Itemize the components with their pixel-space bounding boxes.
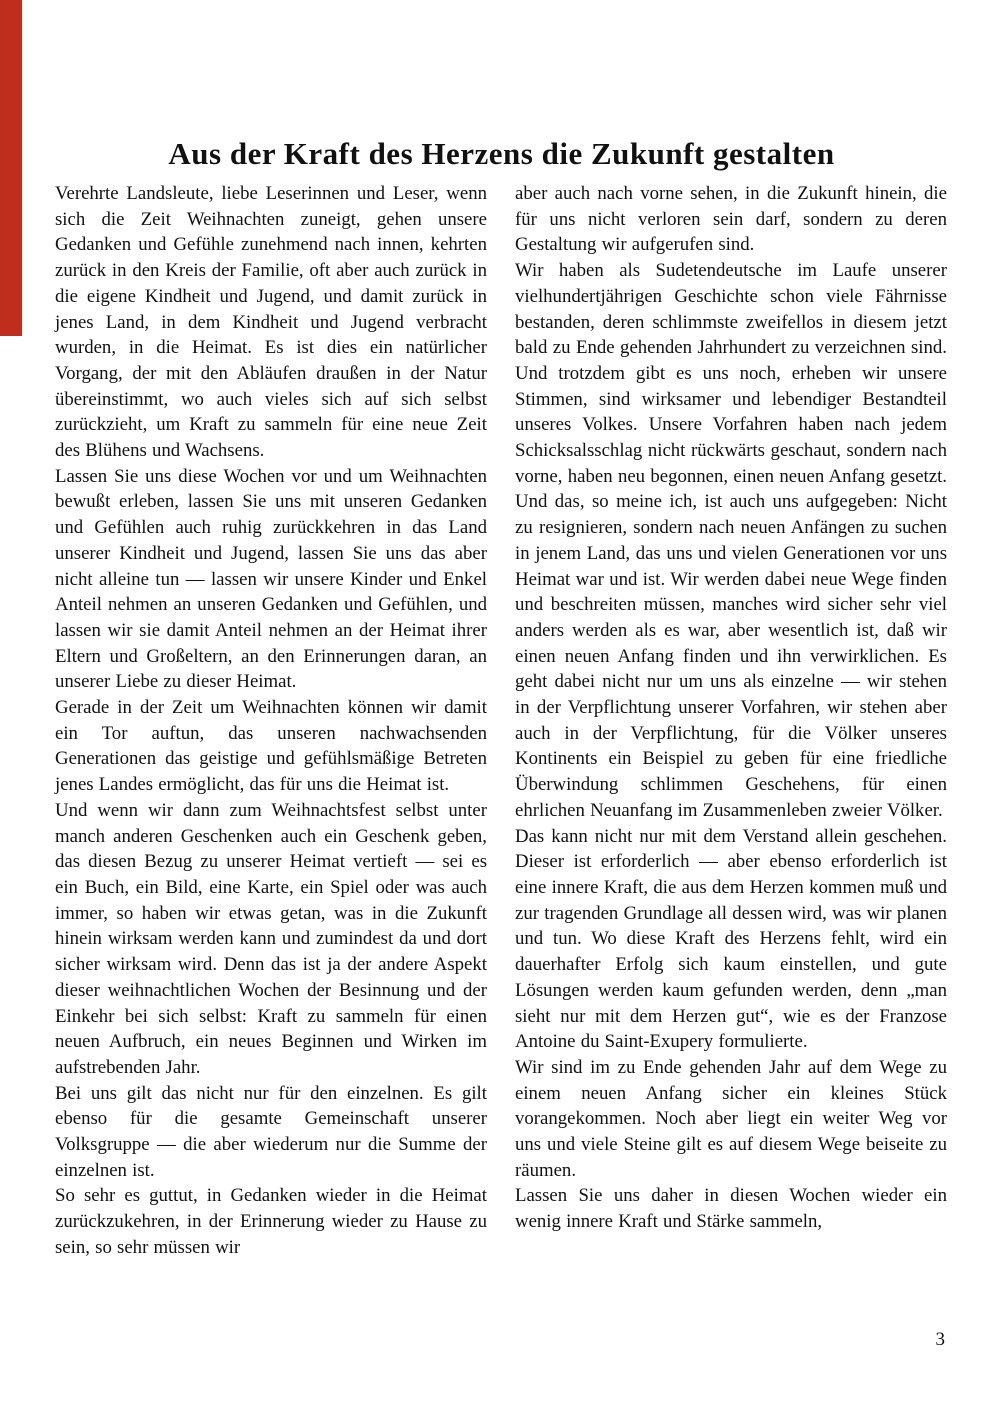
paragraph: Lassen Sie uns daher in diesen Wochen wieder ein wenig innere Kraft und Stärke sammeln, xyxy=(515,1185,947,1233)
paragraph: Wir haben als Sudetendeutsche im Laufe unserer vielhundertjährigen Geschichte schon viele Fährnisse bestanden, deren schlimmste zweifellos in diesem jetzt bald zu Ende gehenden Jahrhundert zu verzeichnen sind. Und trotzdem gibt es uns noch, erheben wir unsere Stimmen, sind wirksamer und lebendiger Bestandteil unseres Volkes. Unsere Vorfahren haben nach jedem Schicksalsschlag nicht rückwärts geschaut, sondern nach vorne, haben neu begonnen, einen neuen Anfang gesetzt. Und das, so meine ich, ist auch uns aufgegeben: Nicht zu resignieren, sondern nach neuen Anfängen zu suchen in jenem Land, das uns und vielen Generationen vor uns Heimat war und ist. Wir werden dabei neue Wege finden und beschreiten müssen, manches wird sicher sehr viel anders werden als es war, aber wesentlich ist, daß wir einen neuen Anfang finden und ihn verwirklichen. Es geht dabei nicht nur um uns als einzelne — wir stehen in der Verpflichtung unserer Vorfahren, wir stehen aber auch in der Verpflichtung, für die Völker unseres Kontinents ein Beispiel zu geben für eine friedliche Überwindung schlimmen Geschehens, für einen ehrlichen Neuanfang im Zusammenleben zweier Völker. xyxy=(515,260,947,821)
article-body xyxy=(55,181,948,1261)
paragraph: Und wenn wir dann zum Weihnachtsfest selbst unter manch anderen Geschenken auch ein Geschenk geben, das diesen Bezug zu unserer Heimat vertieft — sei es ein Buch, ein Bild, eine Karte, ein Spiel oder was auch immer, so haben wir etwas getan, was in die Zukunft hinein wirksam werden kann und zumindest da und dort sicher wirksam wird. Denn das ist ja der andere Aspekt dieser weihnachtlichen Wochen der Besinnung und der Einkehr bei sich selbst: Kraft zu sammeln für einen neuen Aufbruch, ein neues Beginnen und Wirken im aufstrebenden Jahr. xyxy=(55,799,487,1078)
margin-accent-bar xyxy=(0,0,22,336)
paragraph: Bei uns gilt das nicht nur für den einzelnen. Es gilt ebenso für die gesamte Gemeinschaft unserer Volksgruppe — die aber wiederum nur die Summe der einzelnen ist. xyxy=(55,1082,487,1181)
paragraph: aber auch nach vorne sehen, in die Zukunft hinein, die für uns nicht verloren sein darf, sondern zu deren Gestaltung wir aufgerufen sind. xyxy=(515,183,947,256)
paragraph: So sehr es guttut, in Gedanken wieder in die Heimat zurückzukehren, in der Erinnerung wieder zu Hause zu sein, so sehr müssen wir xyxy=(55,1185,487,1258)
left-column xyxy=(55,181,487,1261)
paragraph: Gerade in der Zeit um Weihnachten können wir damit ein Tor auftun, das unseren nachwachsenden Generationen das geistige und gefühlsmäßige Betreten jenes Landes ermöglicht, das für uns die Heimat ist. xyxy=(55,697,487,796)
article-title: Aus der Kraft des Herzens die Zukunft gestalten xyxy=(168,136,835,171)
paragraph: Wir sind im zu Ende gehenden Jahr auf dem Wege zu einem neuen Anfang sicher ein kleines Stück vorangekommen. Noch aber liegt ein weiter Weg vor uns und viele Steine gilt es auf diesem Wege beiseite zu räumen. xyxy=(515,1056,947,1181)
paragraph: Lassen Sie uns diese Wochen vor und um Weihnachten bewußt erleben, lassen Sie uns mit unseren Gedanken und Gefühlen auch ruhig zurückkehren in das Land unserer Kindheit und Jugend, lassen Sie uns das aber nicht alleine tun — lassen wir unsere Kinder und Enkel Anteil nehmen an unseren Gedanken und Gefühlen, und lassen wir sie damit Anteil nehmen an der Heimat ihrer Eltern und Großeltern, an den Erinnerungen daran, an unserer Liebe zu dieser Heimat. xyxy=(55,465,487,693)
right-column xyxy=(515,181,947,1261)
page-number: 3 xyxy=(935,1329,945,1350)
paragraph: Verehrte Landsleute, liebe Leserinnen und Leser, wenn sich die Zeit Weihnachten zuneigt, gehen unsere Gedanken und Gefühle zunehmend nach innen, kehrten zurück in den Kreis der Familie, oft aber auch zurück in die eigene Kindheit und Jugend, und damit zurück in jenes Land, in dem Kindheit und Jugend verbracht wurden, in die Heimat. Es ist dies ein natürlicher Vorgang, der mit den Abläufen draußen in der Natur übereinstimmt, wo auch vieles sich auf sich selbst zurückzieht, um Kraft zu sammeln für eine neue Zeit des Blühens und Wachsens. xyxy=(55,183,487,462)
paragraph: Das kann nicht nur mit dem Verstand allein geschehen. Dieser ist erforderlich — aber ebenso erforderlich ist eine innere Kraft, die aus dem Herzen kommen muß und zur tragenden Grundlage all dessen wird, was wir planen und tun. Wo diese Kraft des Herzens fehlt, wird ein dauerhafter Erfolg sich kaum einstellen, und gute Lösungen werden kaum gefunden werden, denn „man sieht nur mit dem Herzen gut“, wie es der Franzose Antoine du Saint-Exupery formulierte. xyxy=(515,825,947,1053)
